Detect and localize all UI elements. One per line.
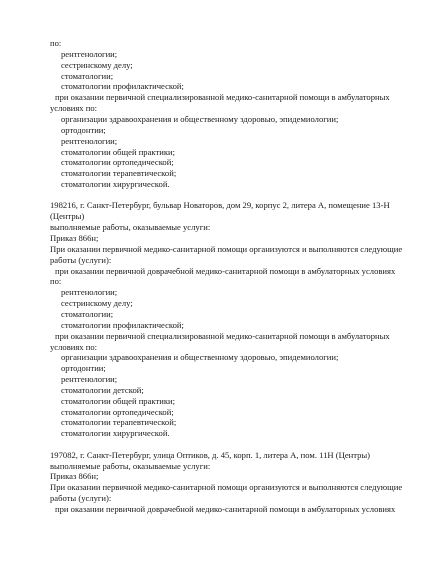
document-line: 197082, г. Санкт-Петербург, улица Оптиков, д. 45, корп. 1, литера А, пом. 11Н (Центры) <box>50 449 371 460</box>
document-line: ортодонтии; <box>61 124 106 135</box>
document-line: организации здравоохранения и общественному здоровью, эпидемиологии; <box>61 113 339 124</box>
document-line: стоматологии; <box>61 70 114 81</box>
document-line: 198216, г. Санкт-Петербург, бульвар Новаторов, дом 29, корпус 2, литера А, помещение 13-Н <box>50 200 390 211</box>
document-line: стоматологии детской; <box>61 384 144 395</box>
document-line: по: <box>50 276 62 287</box>
document-line: при оказании первичной специализированной медико-санитарной помощи в амбулаторных <box>55 330 390 341</box>
document-line: ортодонтии; <box>61 363 106 374</box>
document-line: При оказании первичной медико-санитарной помощи организуются и выполняются следующие <box>50 482 403 493</box>
document-line: При оказании первичной медико-санитарной помощи организуются и выполняются следующие <box>50 243 403 254</box>
document-line: стоматологии; <box>61 308 114 319</box>
document-line: при оказании первичной доврачебной медико-санитарной помощи в амбулаторных условиях <box>55 265 396 276</box>
document-line: по: <box>50 38 62 48</box>
document-line: рентгенологии; <box>61 374 118 384</box>
document-line: стоматологии терапевтической; <box>61 417 177 428</box>
document-line: рентгенологии; <box>61 287 118 298</box>
document-line: выполняемые работы, оказываемые услуги: <box>50 222 211 233</box>
document-line: рентгенологии; <box>61 48 118 59</box>
document-line: работы (услуги): <box>50 254 112 265</box>
document-line: организации здравоохранения и общественному здоровью, эпидемиологии; <box>61 352 339 363</box>
document-line: стоматологии ортопедической; <box>61 157 174 168</box>
document-line: рентгенологии; <box>61 135 118 146</box>
document-line: стоматологии профилактической; <box>61 319 184 330</box>
document-line: Приказ 866н; <box>50 471 99 482</box>
document-line: стоматологии общей практики; <box>61 395 175 406</box>
document-line: при оказании первичной специализированной медико-санитарной помощи в амбулаторных <box>55 92 390 103</box>
document-line: выполняемые работы, оказываемые услуги: <box>50 460 211 471</box>
document-line: условиях по: <box>50 103 98 114</box>
document-line: стоматологии общей практики; <box>61 146 175 157</box>
document-line: условиях по: <box>50 341 98 352</box>
document-line: (Центры) <box>50 211 85 222</box>
document-line: работы (услуги): <box>50 493 112 503</box>
document-line: стоматологии терапевтической; <box>61 168 177 179</box>
document-line: сестринскому делу; <box>61 59 133 70</box>
document-line: стоматологии хирургической. <box>61 428 170 439</box>
document-line: при оказании первичной доврачебной медико-санитарной помощи в амбулаторных условиях <box>55 503 396 514</box>
document-line: Приказ 866н; <box>50 232 99 243</box>
document-line: стоматологии хирургической. <box>61 179 170 189</box>
document-line: стоматологии профилактической; <box>61 81 184 92</box>
document-line: сестринскому делу; <box>61 298 133 309</box>
document-line: стоматологии ортопедической; <box>61 406 174 417</box>
